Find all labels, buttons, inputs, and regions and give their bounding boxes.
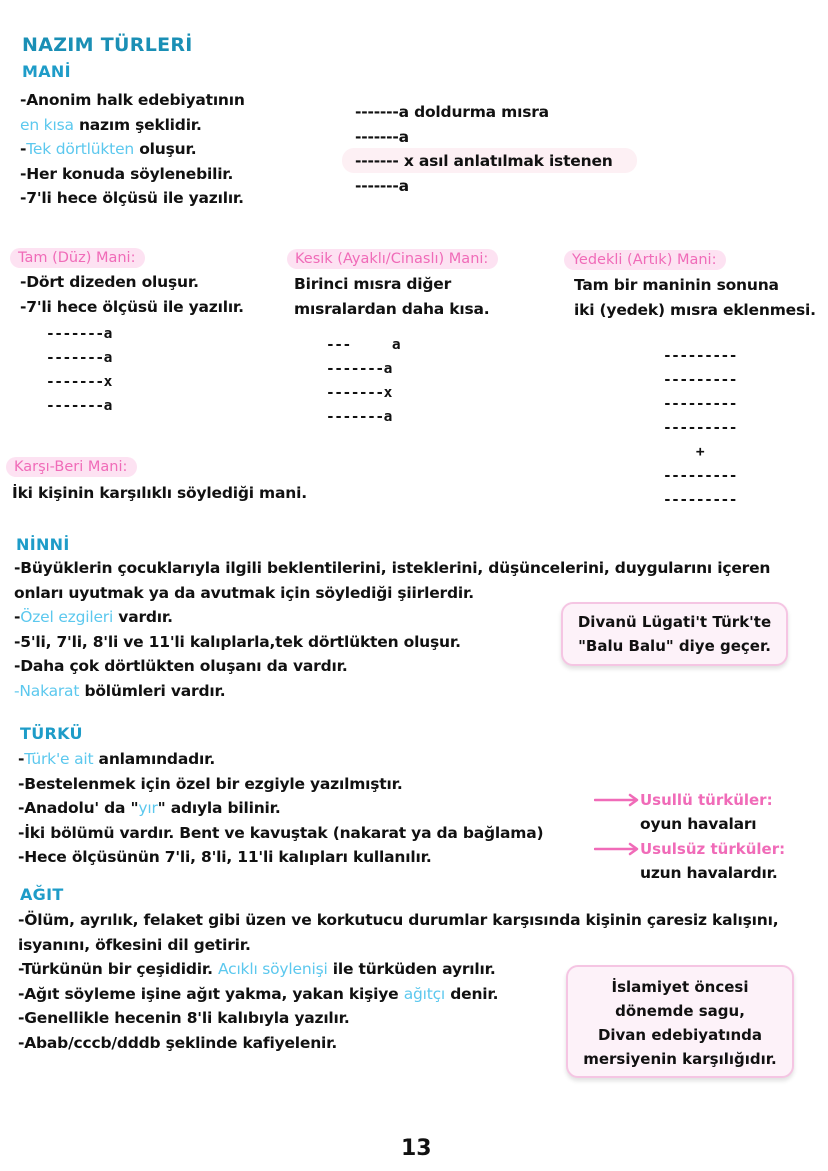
usulsuz-label: Usulsüz türküler: bbox=[640, 839, 786, 858]
kesik-mani-line: Birinci mısra diğer bbox=[294, 275, 452, 293]
scheme-line: -------a bbox=[46, 350, 112, 366]
ninni-line: -5'li, 7'li, 8'li ve 11'li kalıplarla,tek dörtlükten oluşur. bbox=[14, 632, 461, 651]
yedekli-mani-line: iki (yedek) mısra eklenmesi. bbox=[574, 300, 816, 319]
mani-description bbox=[20, 88, 245, 211]
tam-mani-description bbox=[20, 270, 244, 319]
note-line: İslamiyet öncesi bbox=[611, 978, 749, 996]
turku-description bbox=[18, 747, 543, 870]
turku-line: -Bestelenmek için özel bir ezgiyle yazılmıştır. bbox=[18, 774, 403, 793]
ninni-heading: NİNNİ bbox=[16, 535, 70, 554]
turku-line: -Anadolu' da "yır" adıyla bilinir. bbox=[18, 799, 281, 817]
tam-mani-label: Tam (Düz) Mani: bbox=[10, 248, 145, 268]
agit-line: -Ölüm, ayrılık, felaket gibi üzen ve korkutucu durumlar karşısında kişinin çaresiz kalışını, bbox=[18, 911, 779, 929]
ninni-line: -Özel ezgileri vardır. bbox=[14, 608, 173, 626]
scheme-line: --------- bbox=[662, 492, 738, 508]
page-number: 13 bbox=[401, 1136, 432, 1161]
turku-line: -Türk'e ait anlamındadır. bbox=[18, 750, 216, 768]
turku-types bbox=[594, 788, 785, 885]
usullu-desc: oyun havaları bbox=[640, 815, 757, 833]
scheme-line: -------a bbox=[355, 127, 409, 146]
ninni-note bbox=[561, 602, 788, 666]
mani-heading: MANİ bbox=[22, 62, 71, 81]
scheme-line: --------- bbox=[662, 372, 738, 388]
yedekli-mani-description bbox=[574, 273, 816, 322]
agit-line: -Türkünün bir çeşididir. Acıklı söylenişi ile türküden ayrılır. bbox=[18, 960, 496, 978]
tam-mani-line: -Dört dizeden oluşur. bbox=[20, 273, 199, 291]
scheme-line: -------x bbox=[46, 374, 112, 390]
scheme-line: --- a bbox=[326, 337, 401, 353]
usulsuz-desc: uzun havalardır. bbox=[640, 863, 778, 882]
scheme-line: -------a bbox=[46, 326, 112, 342]
yedekli-mani-line: Tam bir maninin sonuna bbox=[574, 276, 779, 294]
usulsuz-row bbox=[594, 837, 785, 861]
note-line: dönemde sagu, bbox=[615, 1002, 745, 1020]
kesik-mani-label: Kesik (Ayaklı/Cinaslı) Mani: bbox=[287, 249, 498, 269]
mani-line: -Tek dörtlükten oluşur. bbox=[20, 140, 197, 158]
kesik-mani-scheme bbox=[326, 333, 400, 429]
scheme-line: --------- bbox=[662, 420, 738, 436]
mani-line: -7'li hece ölçüsü ile yazılır. bbox=[20, 189, 244, 207]
tam-mani-line: -7'li hece ölçüsü ile yazılır. bbox=[20, 297, 244, 316]
ninni-line: onları uyutmak ya da avutmak için söylediği şiirlerdir. bbox=[14, 583, 474, 602]
note-line: Divanü Lügati't Türk'te bbox=[577, 613, 772, 631]
ninni-line: -Büyüklerin çocuklarıyla ilgili beklentilerini, isteklerini, düşüncelerini, duygularını içeren bbox=[14, 559, 771, 577]
scheme-line: -------a bbox=[326, 409, 392, 425]
arrow-right-icon bbox=[594, 793, 640, 807]
agit-line: -Ağıt söyleme işine ağıt yakma, yakan kişiye ağıtçı denir. bbox=[18, 984, 499, 1003]
agit-line: -Genellikle hecenin 8'li kalıbıyla yazılır. bbox=[18, 1009, 350, 1027]
scheme-line: --------- bbox=[662, 468, 738, 484]
mani-rhyme-scheme bbox=[355, 100, 613, 198]
karsi-beri-mani-label: Karşı-Beri Mani: bbox=[6, 457, 137, 477]
agit-line: -Abab/cccb/dddb şeklinde kafiyelenir. bbox=[18, 1033, 338, 1052]
note-line: mersiyenin karşılığıdır. bbox=[583, 1050, 777, 1068]
scheme-line: -------a bbox=[355, 176, 409, 195]
ninni-line: -Nakarat bölümleri vardır. bbox=[14, 681, 226, 700]
scheme-line: -------x bbox=[326, 385, 392, 401]
page-title: NAZIM TÜRLERİ bbox=[22, 34, 193, 56]
agit-line: isyanını, öfkesini dil getirir. bbox=[18, 935, 251, 954]
scheme-line: --------- bbox=[662, 396, 738, 412]
note-line: Divan edebiyatında bbox=[597, 1026, 763, 1044]
scheme-line: -------a bbox=[46, 398, 112, 414]
yedekli-mani-label: Yedekli (Artık) Mani: bbox=[564, 250, 726, 270]
plus-sign: + bbox=[695, 444, 705, 460]
scheme-line: ------- x asıl anlatılmak istenen bbox=[355, 152, 613, 170]
tam-mani-scheme bbox=[46, 322, 112, 418]
kesik-mani-description bbox=[294, 272, 489, 321]
yedekli-mani-scheme bbox=[660, 344, 740, 512]
scheme-line: -------a bbox=[326, 361, 392, 377]
agit-heading: AĞIT bbox=[20, 885, 64, 904]
scheme-line: -------a doldurma mısra bbox=[355, 103, 549, 121]
usullu-row bbox=[594, 788, 785, 812]
scheme-line: --------- bbox=[662, 348, 738, 364]
note-line: "Balu Balu" diye geçer. bbox=[578, 637, 771, 655]
mani-line: -Her konuda söylenebilir. bbox=[20, 164, 234, 183]
usullu-label: Usullü türküler: bbox=[640, 791, 773, 809]
kesik-mani-line: mısralardan daha kısa. bbox=[294, 299, 490, 318]
turku-heading: TÜRKÜ bbox=[20, 724, 83, 743]
arrow-right-icon bbox=[594, 842, 640, 856]
mani-line: en kısa nazım şeklidir. bbox=[20, 115, 202, 134]
karsi-beri-mani-text: İki kişinin karşılıklı söylediği mani. bbox=[12, 484, 307, 502]
ninni-line: -Daha çok dörtlükten oluşanı da vardır. bbox=[14, 657, 348, 675]
turku-line: -İki bölümü vardır. Bent ve kavuştak (nakarat ya da bağlama) bbox=[18, 823, 544, 842]
mani-line: -Anonim halk edebiyatının bbox=[20, 91, 245, 109]
turku-line: -Hece ölçüsünün 7'li, 8'li, 11'li kalıpları kullanılır. bbox=[18, 848, 432, 866]
agit-note bbox=[566, 965, 794, 1078]
